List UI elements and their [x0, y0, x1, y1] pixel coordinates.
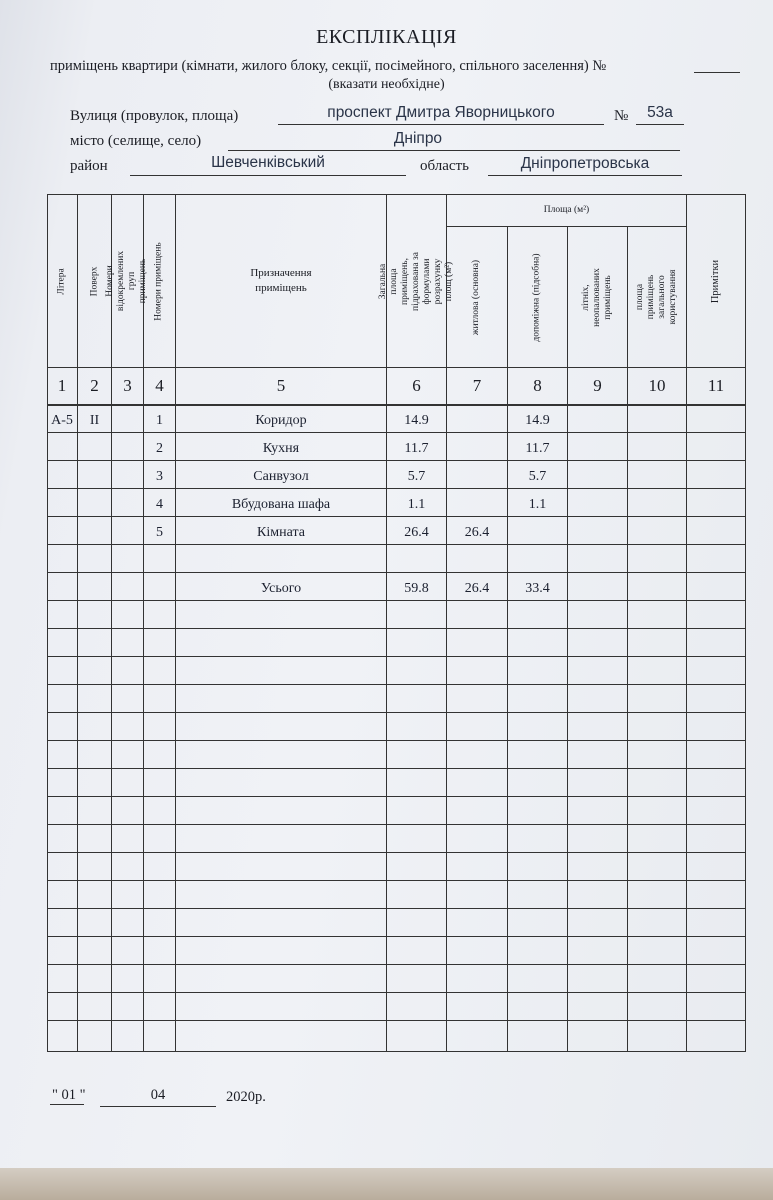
street-label: Вулиця (провулок, площа) [70, 108, 239, 124]
column-number: 8 [533, 376, 542, 395]
cell-litera: А-5 [51, 413, 73, 428]
column-number: 7 [472, 376, 482, 395]
subtitle-hint: (вказати необхідне) [328, 77, 445, 92]
cell-aux-area: 1.1 [528, 497, 547, 512]
cell-purpose: Кухня [262, 441, 300, 456]
cell-living-area: 26.4 [464, 525, 490, 540]
document-title: ЕКСПЛІКАЦІЯ [316, 26, 457, 48]
cell-floor: II [89, 413, 100, 428]
header-summer: літніх, неопалюваних приміщень [581, 267, 613, 327]
header-notes: Примітки [710, 259, 722, 303]
column-number: 6 [412, 376, 421, 395]
column-number: 3 [123, 376, 132, 395]
cell-purpose: Коридор [255, 413, 307, 428]
cell-living-area: 26.4 [464, 581, 490, 596]
street-line [278, 124, 604, 125]
header-room-numbers: Номери приміщень [154, 241, 165, 321]
cell-total-area: 1.1 [407, 497, 426, 512]
cell-total-area: 59.8 [404, 581, 429, 596]
cell-aux-area: 33.4 [525, 581, 550, 596]
cell-aux-area: 14.9 [525, 413, 550, 428]
header-living: житлова (основна) [471, 259, 482, 335]
district-line [130, 175, 406, 176]
cell-total-area: 26.4 [404, 525, 429, 540]
cell-total-area: 5.7 [407, 469, 426, 484]
cell-room-number: 2 [156, 441, 163, 456]
region-value: Дніпропетровська [520, 155, 650, 172]
date-month: 04 [150, 1087, 166, 1103]
cell-total-area: 11.7 [404, 441, 429, 456]
city-value: Дніпро [393, 130, 443, 147]
date-year: 2020р. [226, 1089, 266, 1105]
cell-aux-area: 5.7 [528, 469, 547, 484]
cell-room-number: 1 [156, 413, 163, 428]
cell-total-area: 14.9 [404, 413, 429, 428]
header-area-group: Площа (м²) [543, 205, 590, 215]
header-litera: Літера [56, 267, 67, 295]
column-number: 5 [276, 376, 286, 395]
document-subtitle: приміщень квартири (кімнати, жилого блоку, секції, посімейного, спільного заселення) № [50, 58, 607, 74]
header-floor: Поверх [88, 266, 99, 296]
district-label: район [70, 158, 108, 174]
explication-table [47, 194, 746, 1052]
column-number: 11 [707, 376, 725, 395]
date-month-line [100, 1106, 216, 1107]
cell-aux-area: 11.7 [525, 441, 550, 456]
header-purpose: Призначення приміщень [250, 267, 312, 294]
column-number: 10 [648, 376, 666, 395]
header-groups: Номери відокремлених груп приміщень [105, 250, 149, 312]
region-line [488, 175, 682, 176]
table-surface [0, 1168, 773, 1200]
cell-room-number: 3 [156, 469, 163, 484]
city-label: місто (селище, село) [70, 133, 202, 149]
header-total-area: Загальна площа приміщень, підрахована за формулами розрахунку площ (м²) [378, 251, 454, 311]
date-day-line [50, 1104, 84, 1105]
cell-purpose: Санвузол [253, 469, 309, 484]
column-number: 9 [593, 376, 602, 395]
street-value: проспект Дмитра Яворницького [327, 104, 555, 121]
column-number: 1 [57, 376, 67, 395]
number-line [636, 124, 684, 125]
cell-room-number: 5 [156, 525, 163, 540]
date-day: " 01 " [52, 1087, 86, 1103]
number-label: № [614, 108, 629, 124]
apartment-number-line [694, 72, 740, 73]
building-number: 53а [647, 104, 673, 121]
column-number: 4 [155, 376, 164, 395]
district-value: Шевченківський [211, 154, 325, 171]
header-common: площа приміщень загального користування [635, 269, 678, 325]
region-label: область [420, 158, 469, 174]
column-number: 2 [90, 376, 99, 395]
cell-purpose: Вбудована шафа [231, 497, 331, 512]
cell-total-label: Усього [260, 581, 302, 596]
cell-room-number: 4 [156, 497, 163, 512]
header-auxiliary: допоміжна (підсобна) [532, 252, 542, 342]
cell-purpose: Кімната [257, 525, 305, 540]
city-line [228, 150, 680, 151]
